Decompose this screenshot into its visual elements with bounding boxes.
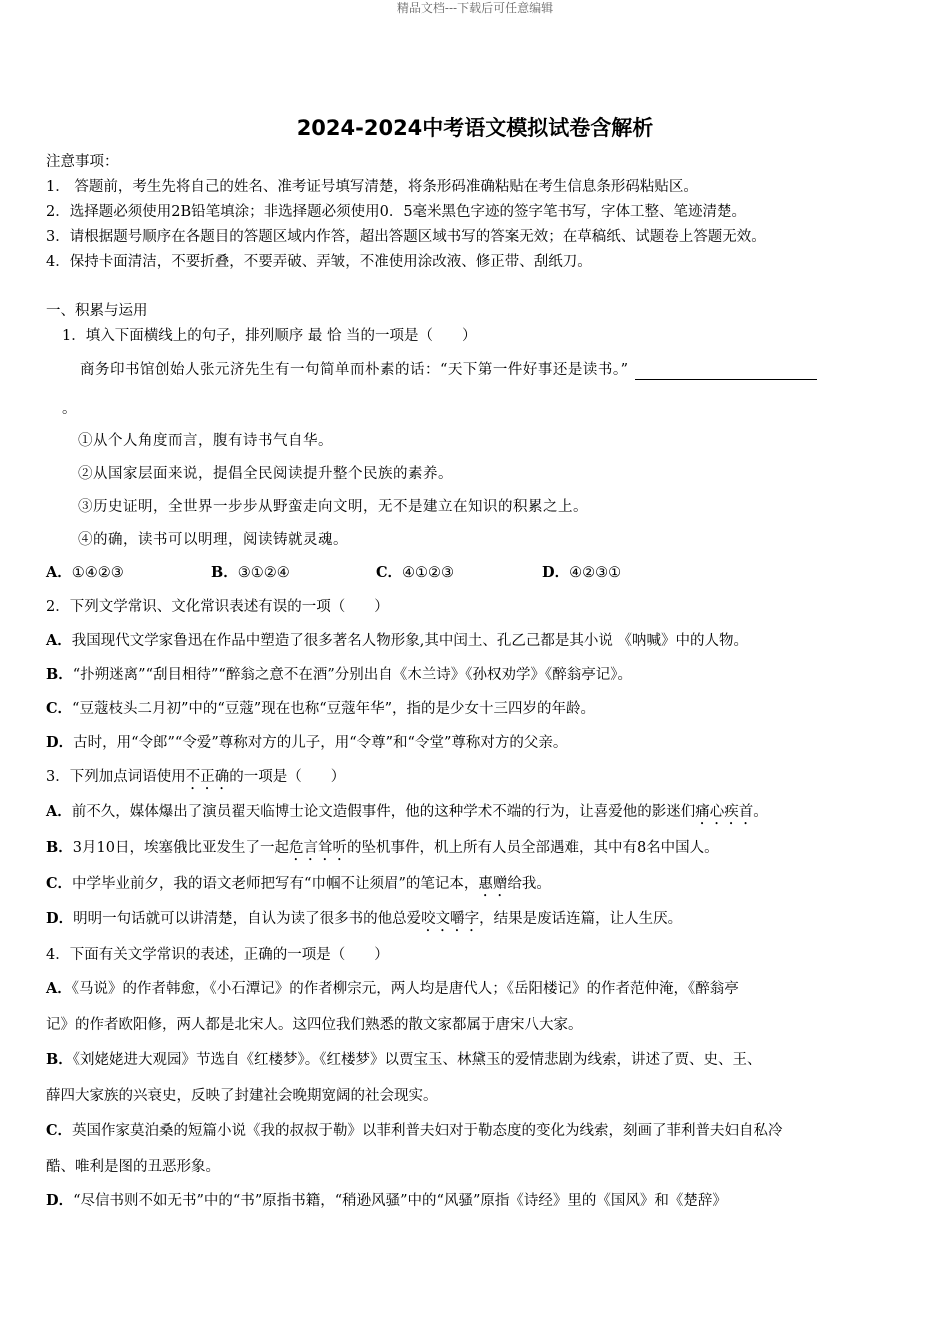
q1-stem: 1．填入下面横线上的句子，排列顺序 最 恰 当的一项是（ ） [62,328,477,344]
q1-passage [80,360,817,380]
notice-item-1: 1． 答题前，考生先将自己的姓名、准考证号填写清楚，将条形码准确粘贴在考生信息条形码粘贴区。 [46,179,698,195]
q1-end-mark: 。 [62,401,77,417]
q1-sentence-4: ④的确，读书可以明理，阅读铸就灵魂。 [78,532,348,548]
q2-option-c: C．“豆蔻枝头二月初”中的“豆蔻”现在也称“豆蔻年华”，指的是少女十三四岁的年龄。 [46,700,596,717]
q4-option-a-line1: A．《马说》的作者韩愈，《小石潭记》的作者柳宗元，两人均是唐代人；《岳阳楼记》的作者范仲淹，《醉翁亭 [46,980,739,997]
q3-option-a: A．前不久，媒体爆出了演员翟天临博士论文造假事件，他的这种学术不端的行为，让喜爱他的影迷们痛心疾首。 [46,803,768,820]
q3-option-d: D．明明一句话就可以讲清楚，自认为读了很多书的他总爱咬文嚼字，结果是废话连篇，让人生厌。 [46,910,683,927]
q1-sentence-2: ②从国家层面来说，提倡全民阅读提升整个民族的素养。 [78,466,453,482]
section-heading: 一、积累与运用 [46,303,148,319]
header-note: 精品文档---下载后可任意编辑 [396,1,554,15]
answer-blank [635,365,817,380]
q2-option-d: D．古时，用“令郎”“令爱”尊称对方的儿子，用“令尊”和“令堂”尊称对方的父亲。 [46,734,568,751]
q3-option-b: B．3月10日，埃塞俄比亚发生了一起危言耸听的坠机事件，机上所有人员全部遇难，其中有8名中国人。 [46,839,719,856]
q2-option-b: B．“扑朔迷离”“刮目相待”“醉翁之意不在酒”分别出自《木兰诗》《孙权劝学》《醉翁亭记》。 [46,666,632,683]
q1-option-d: D．④②③① [542,564,622,581]
notice-item-4: 4．保持卡面清洁，不要折叠，不要弄破、弄皱，不准使用涂改液、修正带、刮纸刀。 [46,254,592,270]
q2-option-a: A．我国现代文学家鲁迅在作品中塑造了很多著名人物形象,其中闰土、孔乙己都是其小说 《呐喊》中的人物。 [46,632,748,649]
q4-option-a-line2: 记》的作者欧阳修，两人都是北宋人。这四位我们熟悉的散文家都属于唐宋八大家。 [46,1017,583,1033]
q1-passage-text: 商务印书馆创始人张元济先生有一句简单而朴素的话：“天下第一件好事还是读书。” [80,362,629,378]
q3-option-c: C．中学毕业前夕，我的语文老师把写有“巾帼不让须眉”的笔记本，惠赠给我。 [46,875,551,892]
notice-heading: 注意事项： [46,154,119,170]
q4-option-c-line2: 酷、唯利是图的丑恶形象。 [46,1159,220,1175]
q4-option-d-line1: D．“尽信书则不如无书”中的“书”原指书籍，“稍逊风骚”中的“风骚”原指《诗经》里的《国风》和《楚辞》 [46,1192,727,1209]
q1-option-a: A．①④②③ [46,564,124,581]
q1-option-c: C．④①②③ [376,564,455,581]
q4-stem: 4．下面有关文学常识的表述，正确的一项是（ ） [46,947,389,963]
q1-option-b: B．③①②④ [211,564,290,581]
q2-stem: 2．下列文学常识、文化常识表述有误的一项（ ） [46,599,389,615]
notice-item-2: 2．选择题必须使用2B铅笔填涂；非选择题必须使用0．5毫米黑色字迹的签字笔书写，字体工整、笔迹清楚。 [46,204,747,220]
q3-stem: 3．下列加点词语使用不正确的一项是（ ） [46,769,346,785]
q4-option-b-line2: 薛四大家族的兴衰史，反映了封建社会晚期宽阔的社会现实。 [46,1088,438,1104]
q4-option-c-line1: C．英国作家莫泊桑的短篇小说《我的叔叔于勒》以菲利普夫妇对于勒态度的变化为线索，刻画了菲利普夫妇自私冷 [46,1122,783,1139]
q1-sentence-3: ③历史证明，全世界一步步从野蛮走向文明，无不是建立在知识的积累之上。 [78,499,588,515]
emphasis-dots: 不正确 [185,769,230,785]
q4-option-b-line1: B．《刘姥姥进大观园》节选自《红楼梦》。《红楼梦》以贾宝玉、林黛玉的爱情悲剧为线索，讲述了贾、史、王、 [46,1051,762,1068]
q1-sentence-1: ①从个人角度而言，腹有诗书气自华。 [78,433,333,449]
notice-item-3: 3．请根据题号顺序在各题目的答题区域内作答，超出答题区域书写的答案无效；在草稿纸、试题卷上答题无效。 [46,229,766,245]
page-title: 2024-2024中考语文模拟试卷含解析 [296,116,654,140]
